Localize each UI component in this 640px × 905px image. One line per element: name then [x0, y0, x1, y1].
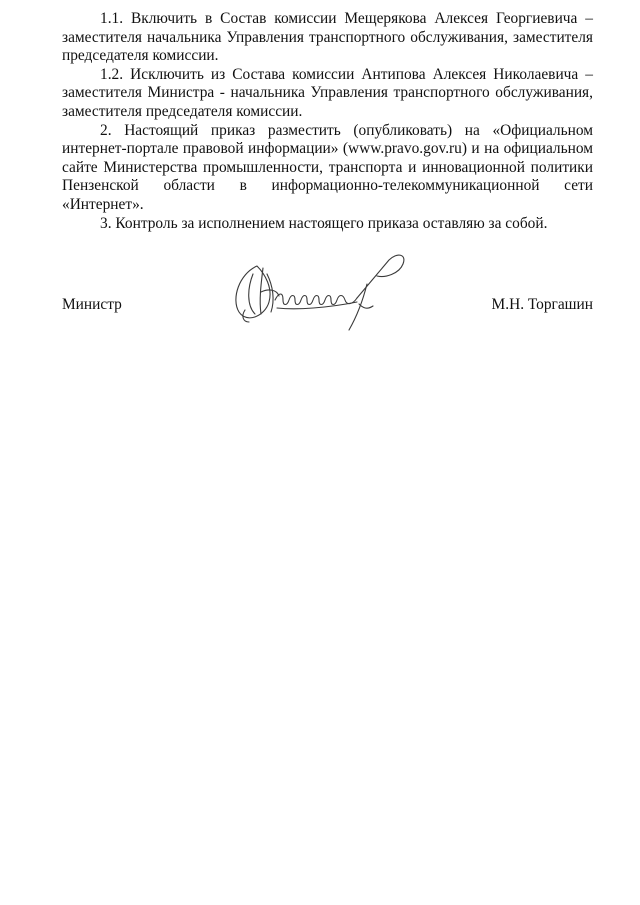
- handwritten-signature: [217, 244, 417, 334]
- paragraph-3: 3. Контроль за исполнением настоящего приказа оставляю за собой.: [100, 214, 548, 232]
- paragraph-1-1: 1.1. Включить в Состав комиссии Мещерякова Алексея Георгиевича – заместителя начальника Управления транспортного обслуживания, заместителя председателя комиссии.: [62, 10, 593, 65]
- signer-position: Министр: [62, 296, 122, 313]
- document-body: [62, 10, 593, 233]
- signature-block: [62, 244, 593, 334]
- paragraph-1-2: 1.2. Исключить из Состава комиссии Антипова Алексея Николаевича – заместителя Министра - начальника Управления транспортного обслуживания, заместителя председателя комиссии.: [62, 65, 593, 120]
- signer-name: М.Н. Торгашин: [491, 296, 593, 313]
- paragraph-2: 2. Настоящий приказ разместить (опубликовать) на «Официальном интернет-портале правовой информации» (www.pravo.gov.ru) и на официальном сайте Министерства промышленности, транспорта и инновационной политики Пензенской области в информационно-телекоммуникационной сети «Интернет».: [62, 121, 593, 213]
